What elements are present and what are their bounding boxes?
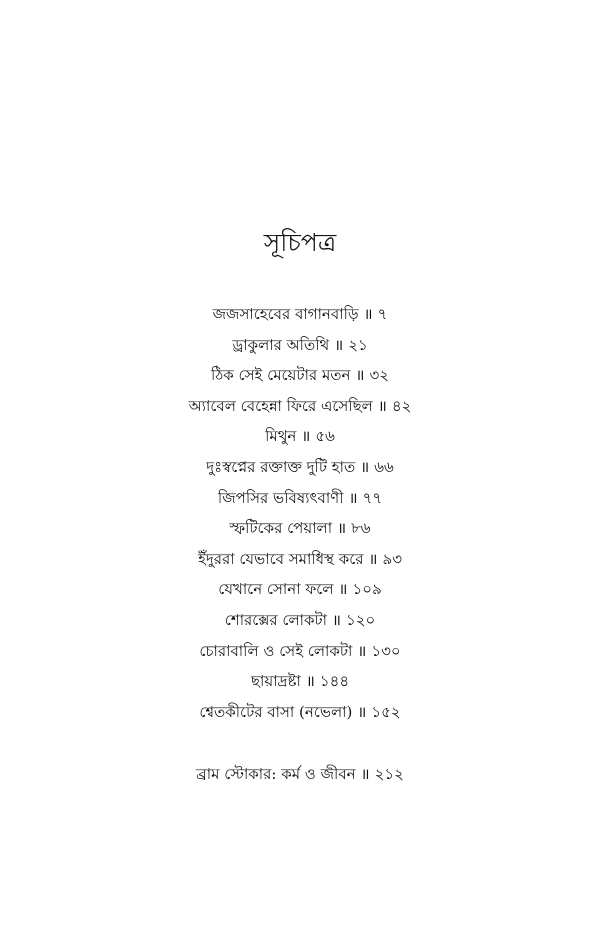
toc-entry-title: যেখানে সোনা ফলে: [218, 580, 334, 599]
toc-entry-title: জজসাহেবের বাগানবাড়ি: [212, 305, 359, 323]
toc-entry: [0, 574, 600, 605]
toc-entry-title: মিথুন: [265, 427, 297, 446]
toc-entry: [0, 421, 600, 452]
toc-entry: [0, 636, 600, 667]
toc-separator: ॥: [338, 580, 348, 599]
toc-separator: ॥: [368, 549, 378, 568]
toc-entry-title: জিপসির ভবিষ্যৎবাণী: [217, 488, 344, 507]
appendix-title: ব্রাম স্টোকার: কর্ম ও জীবন: [196, 765, 356, 783]
toc-entry: [0, 299, 600, 330]
toc-entry: [0, 666, 600, 697]
toc-entry-title: শ্বেতকীটের বাসা (নভেলা): [199, 702, 353, 721]
toc-entry-page: ১০৯: [352, 580, 382, 599]
toc-entry-title: ছায়াদ্রষ্টা: [250, 672, 301, 691]
appendix-entry: [0, 759, 600, 789]
toc-entry-page: ৮৬: [351, 519, 371, 538]
page-title: সূচিপত্র: [263, 228, 337, 257]
toc-entry-title: চোরাবালি ও সেই লোকটা: [199, 641, 353, 660]
toc-separator: ॥: [355, 366, 365, 385]
toc-entry: [0, 605, 600, 636]
toc-entry-title: শোরক্সের লোকটা: [224, 610, 327, 629]
toc-entry-page: ৩২: [369, 366, 389, 385]
toc-entry: [0, 697, 600, 728]
toc-separator: ॥: [334, 335, 344, 354]
toc-entry: [0, 330, 600, 361]
toc-separator: ॥: [301, 427, 311, 446]
toc-entry-title: স্ফটিকের পেয়ালা: [229, 519, 333, 538]
toc-separator: ॥: [348, 488, 358, 507]
toc-entry-page: ৭৭: [362, 488, 383, 507]
toc-entry-page: ৪২: [391, 396, 412, 415]
toc-entry-title: ঠিক সেই মেয়েটার মতন: [210, 366, 351, 385]
toc-separator: ॥: [360, 457, 370, 476]
toc-separator: ॥: [337, 519, 347, 538]
toc-entry: [0, 360, 600, 391]
toc-entry-title: ড্রাকুলার অতিথি: [232, 335, 330, 354]
toc-entry-page: ৬৬: [374, 457, 394, 476]
toc-entry: [0, 544, 600, 575]
table-of-contents: [0, 299, 600, 727]
toc-separator: ॥: [357, 641, 367, 660]
toc-entry-title: অ্যাবেল বেহেন্না ফিরে এসেছিল: [188, 396, 373, 415]
toc-separator: ॥: [305, 672, 315, 691]
toc-separator: ॥: [377, 396, 387, 415]
toc-entry-page: ৯৩: [382, 549, 402, 568]
toc-entry-page: ৫৬: [315, 427, 335, 446]
toc-entry-title: দুঃস্বপ্নের রক্তাক্ত দুটি হাত: [206, 457, 356, 476]
toc-separator: ॥: [363, 305, 373, 323]
toc-separator: ॥: [360, 765, 370, 783]
toc-entry: [0, 391, 600, 422]
toc-separator: ॥: [357, 702, 367, 721]
toc-entry-page: ১২০: [346, 610, 376, 629]
toc-entry-title: ইঁদুররা যেভাবে সমাধিস্থ করে: [198, 549, 364, 568]
toc-entry-page: ১৪৪: [319, 672, 350, 691]
toc-entry-page: ২১: [348, 335, 368, 354]
toc-separator: ॥: [332, 610, 341, 629]
toc-entry-page: ১৫২: [371, 702, 401, 721]
toc-entry: [0, 513, 600, 544]
appendix-page: ২১২: [374, 765, 404, 783]
toc-entry-page: ১৩০: [371, 641, 401, 660]
toc-entry: [0, 483, 600, 514]
toc-entry: [0, 452, 600, 483]
toc-entry-page: ৭: [377, 305, 388, 323]
